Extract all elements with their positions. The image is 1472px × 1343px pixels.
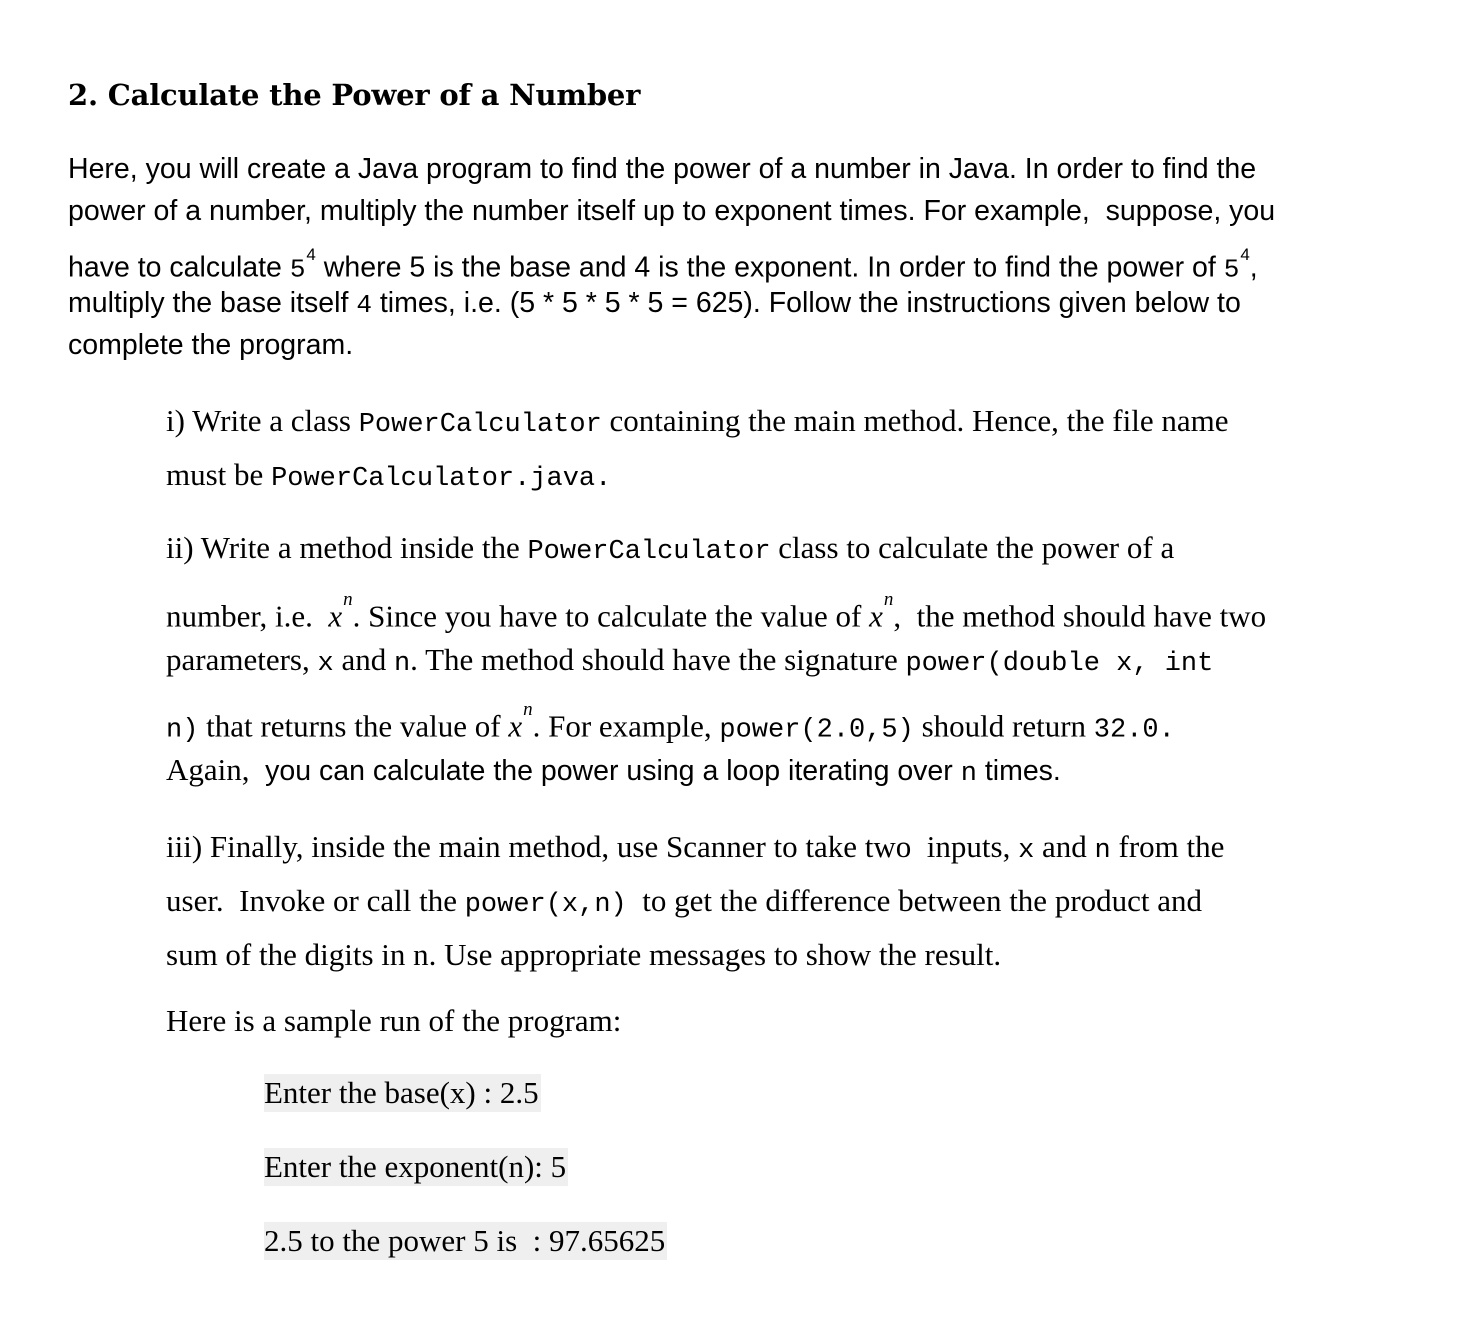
text: should return (913, 708, 1094, 744)
text: power of a number, multiply the number itself up to exponent times. For example, suppose, you (68, 195, 1276, 227)
item-line (166, 450, 1346, 504)
text: containing the main method. Hence, the file name (601, 403, 1229, 438)
instruction-item-2 (166, 523, 1346, 795)
math-x: x (328, 598, 343, 634)
code-inline: n) (166, 715, 199, 746)
text: multiply the base itself (68, 287, 357, 319)
base-value: 5 (1223, 254, 1240, 285)
math-n: n (523, 699, 533, 720)
item-line (166, 876, 1346, 930)
text: have to calculate (68, 251, 290, 284)
text: iii) Finally, inside the main method, use Scanner to take two inputs, (166, 829, 1019, 864)
intro-line (68, 148, 1368, 190)
sample-output-line: Enter the base(x) : 2.5 (264, 1075, 539, 1110)
code-inline: power(2.0,5) (719, 715, 914, 746)
code-inline: power(double x, int (905, 649, 1214, 679)
intro-line (68, 324, 1368, 366)
text: from the (1110, 829, 1225, 864)
text: you can calculate the power using a loop iterating over (257, 755, 961, 787)
text: . The method should have the signature (410, 642, 906, 677)
math-n: n (343, 589, 353, 610)
page-title: 2. Calculate the Power of a Number (68, 78, 641, 112)
code-inline: PowerCalculator.java. (271, 464, 612, 494)
code-inline: power(x,n) (464, 890, 627, 920)
text: sum of the digits in n. Use appropriate messages to show the result. (166, 937, 1002, 972)
exponent-value: 4 (1240, 245, 1250, 264)
sample-output-line: 2.5 to the power 5 is : 97.65625 (264, 1223, 666, 1258)
code-inline: 4 (356, 290, 372, 320)
item-line (166, 573, 1346, 635)
text: complete the program. (68, 329, 354, 361)
code-inline: x (317, 649, 334, 679)
instruction-item-1 (166, 396, 1346, 504)
text: times. (976, 755, 1061, 787)
text: . For example, (532, 708, 720, 744)
text: that returns the value of (198, 708, 509, 744)
text: ii) Write a method inside the (166, 530, 528, 565)
item-line (166, 822, 1346, 876)
text: i) Write a class (166, 403, 359, 438)
text: to get the difference between the product and (626, 883, 1203, 918)
item-line (166, 396, 1346, 450)
math-x: x (508, 708, 523, 744)
text: and (333, 642, 394, 677)
code-inline: n (960, 759, 977, 789)
instruction-item-3 (166, 822, 1346, 980)
text: must be (166, 457, 272, 492)
intro-line (68, 232, 1368, 285)
text: Here is a sample run of the program: (166, 1003, 622, 1038)
sample-output-line: Enter the exponent(n): 5 (264, 1149, 567, 1184)
intro-line (68, 190, 1368, 232)
text: , the method should have two (893, 598, 1267, 634)
math-x: x (869, 598, 883, 634)
text: Here, you will create a Java program to find the power of a number in Java. In order to find the (68, 153, 1257, 185)
code-inline: n (1094, 836, 1111, 866)
text: and (1034, 829, 1095, 864)
text: Again, (166, 752, 258, 787)
intro-line (68, 282, 1368, 324)
intro-paragraph (68, 148, 1368, 366)
item-line (166, 635, 1346, 685)
text: times, i.e. (5 * 5 * 5 * 5 = 625). Follow the instructions given below to (371, 287, 1241, 319)
item-line (166, 523, 1346, 573)
text: . Since you have to calculate the value of (352, 598, 870, 634)
text: user. Invoke or call the (166, 883, 465, 918)
text: where 5 is the base and 4 is the exponent. In order to find the power of (315, 251, 1224, 284)
code-inline: x (1018, 836, 1035, 866)
text: , (1249, 251, 1258, 284)
item-line (166, 930, 1346, 980)
code-inline: 32.0. (1093, 715, 1175, 746)
code-inline: PowerCalculator (358, 410, 602, 440)
code-inline: n (393, 649, 411, 679)
sample-run-intro (166, 996, 1346, 1046)
exponent-value: 4 (306, 245, 316, 264)
text: number, i.e. (166, 598, 329, 634)
code-inline: PowerCalculator (527, 537, 771, 567)
text: class to calculate the power of a (770, 530, 1175, 565)
item-line (166, 685, 1346, 745)
base-value: 5 (289, 254, 306, 285)
text: parameters, (166, 642, 318, 677)
math-n: n (883, 589, 894, 610)
